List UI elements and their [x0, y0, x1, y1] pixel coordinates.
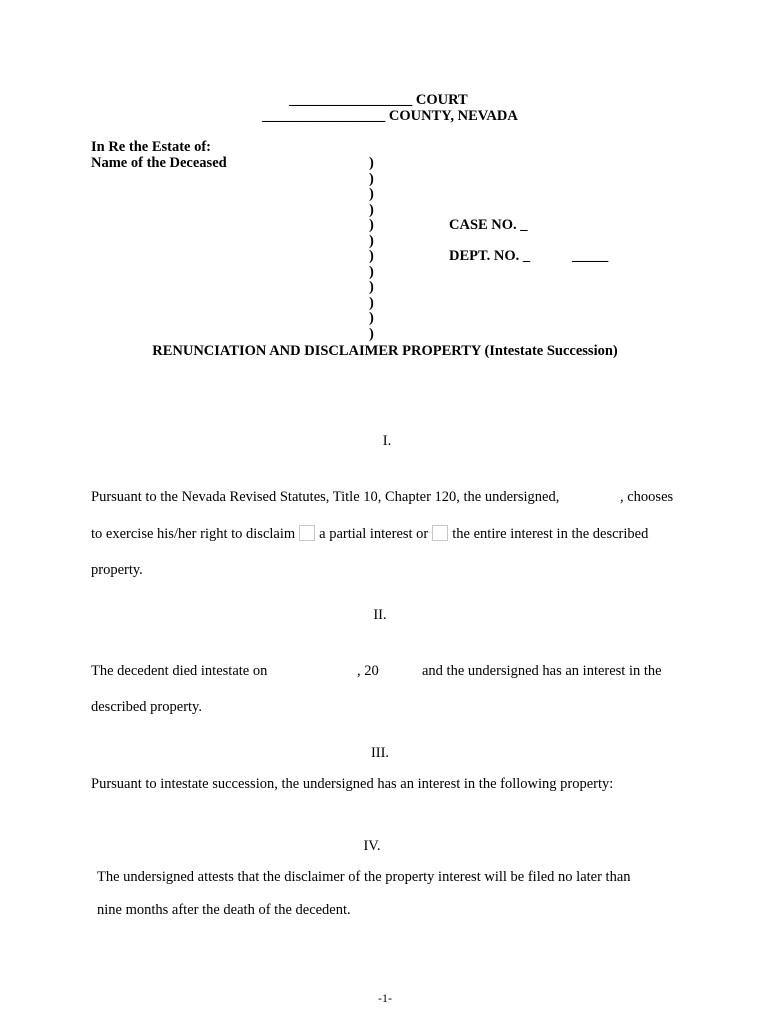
dept-number-label: DEPT. NO. _ — [449, 248, 531, 264]
section-1-line-3: property. — [91, 562, 143, 578]
caption-paren: ) — [369, 310, 374, 326]
court-line: _________________ COURT — [289, 92, 468, 108]
section-1-line-1: Pursuant to the Nevada Revised Statutes, Title 10, Chapter 120, the undersigned, — [91, 489, 560, 505]
caption-paren: ) — [369, 279, 374, 295]
partial-interest-checkbox[interactable] — [299, 525, 315, 541]
section-1-line-2-part-c: the entire interest in the described — [452, 526, 649, 542]
document-title: RENUNCIATION AND DISCLAIMER PROPERTY (Intestate Succession) — [152, 343, 618, 359]
section-4-line-1: The undersigned attests that the disclaimer of the property interest will be filed no later than — [97, 869, 631, 885]
dept-number-blank: _____ — [572, 248, 609, 264]
case-number-label: CASE NO. _ — [449, 217, 528, 233]
section-1-line-2 — [91, 525, 648, 543]
section-2-line-1-part-c: and the undersigned has an interest in the — [422, 663, 662, 679]
caption-paren: ) — [369, 155, 374, 171]
page-number: -1- — [378, 991, 392, 1005]
section-numeral-2: II. — [373, 607, 387, 623]
section-1-line-2-part-b: a partial interest or — [319, 526, 429, 542]
section-4-line-2: nine months after the death of the decedent. — [97, 902, 351, 918]
caption-paren: ) — [369, 294, 374, 311]
caption-paren: ) — [369, 232, 374, 249]
caption-paren: ) — [369, 263, 374, 280]
entire-interest-checkbox[interactable] — [432, 525, 448, 541]
section-2-line-1-part-a: The decedent died intestate on — [91, 663, 268, 679]
caption-paren: ) — [369, 201, 374, 218]
section-3-line-1: Pursuant to intestate succession, the undersigned has an interest in the following property: — [91, 776, 614, 792]
caption-paren: ) — [369, 248, 374, 264]
county-line: _________________ COUNTY, NEVADA — [262, 108, 518, 124]
section-2-line-2: described property. — [91, 699, 202, 715]
caption-paren: ) — [369, 186, 374, 202]
caption-paren: ) — [369, 325, 374, 342]
deceased-name-label: Name of the Deceased — [91, 155, 227, 171]
caption-paren: ) — [369, 170, 374, 187]
in-re-label: In Re the Estate of: — [91, 139, 212, 155]
section-2-line-1-part-b: , 20 — [357, 663, 379, 679]
section-1-line-1-end: , chooses — [620, 489, 674, 505]
caption-paren: ) — [369, 217, 374, 233]
section-1-line-2-part-a: to exercise his/her right to disclaim — [91, 526, 296, 542]
section-numeral-1: I. — [382, 433, 392, 449]
section-numeral-4: IV. — [363, 838, 381, 854]
section-numeral-3: III. — [370, 745, 390, 761]
